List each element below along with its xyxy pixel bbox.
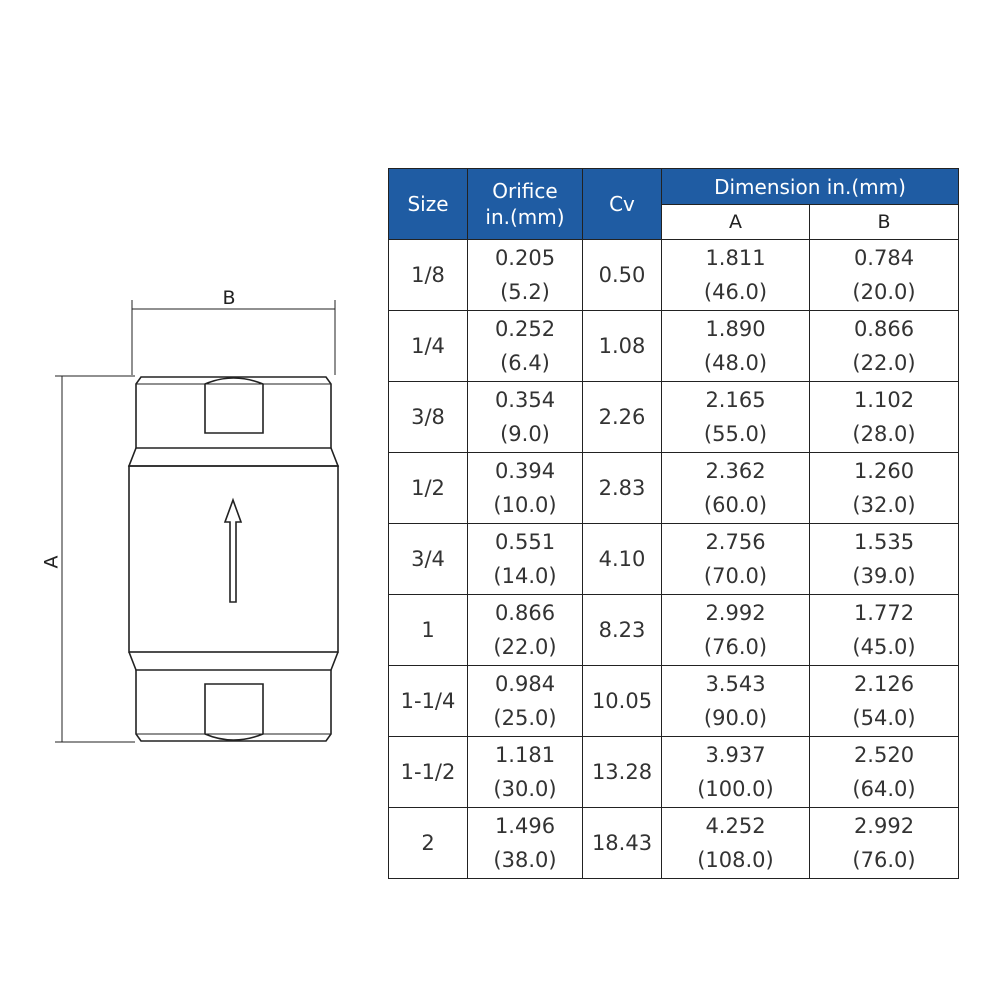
table-row: [389, 737, 959, 808]
orifice-mm-value: (38.0): [493, 848, 557, 872]
header-cv: Cv: [583, 169, 662, 240]
dimension-b-mm-value: (22.0): [852, 351, 916, 375]
dimension-a-inch-value: 3.543: [705, 672, 766, 696]
dimension-b-mm-value: (45.0): [852, 635, 916, 659]
orifice-cell: [468, 666, 583, 737]
dimension-b-mm-value: (20.0): [852, 280, 916, 304]
dimension-b-mm-value: (28.0): [852, 422, 916, 446]
dimension-b-cell: [810, 453, 959, 524]
dimension-a-mm-value: (60.0): [703, 493, 768, 517]
dimension-b-inch-value: 1.102: [853, 388, 915, 412]
orifice-inch-value: 0.354: [494, 388, 556, 412]
dimension-a-mm-value: (70.0): [703, 564, 768, 588]
dimension-b-inch-value: 1.535: [853, 530, 915, 554]
dimension-a-inch-value: 4.252: [705, 814, 766, 838]
orifice-cell: [468, 808, 583, 879]
dimension-a-cell: [662, 382, 810, 453]
orifice-inch-value: 0.866: [494, 601, 556, 625]
dimension-a-cell: [662, 737, 810, 808]
size-cell: 3/4: [389, 524, 468, 595]
dimension-a-cell: [662, 240, 810, 311]
orifice-mm-value: (14.0): [493, 564, 557, 588]
orifice-mm-value: (30.0): [493, 777, 557, 801]
dimension-a-inch-value: 3.937: [705, 743, 766, 767]
orifice-cell: [468, 240, 583, 311]
orifice-cell: [468, 595, 583, 666]
cv-cell: 8.23: [583, 595, 662, 666]
check-valve-drawing: [0, 0, 380, 1000]
size-cell: 1/2: [389, 453, 468, 524]
dimension-a-mm-value: (48.0): [703, 351, 768, 375]
orifice-cell: [468, 737, 583, 808]
dimension-b-inch-value: 0.866: [853, 317, 915, 341]
orifice-inch-value: 0.551: [494, 530, 556, 554]
dimension-b-mm-value: (54.0): [852, 706, 916, 730]
dimension-a-cell: [662, 524, 810, 595]
valve-bottom-hex: [136, 670, 331, 741]
table-row: [389, 524, 959, 595]
dimension-b-cell: [810, 737, 959, 808]
spec-table: [388, 168, 959, 879]
valve-bottom-port: [205, 684, 263, 740]
dimension-a-inch-value: 2.362: [705, 459, 766, 483]
orifice-inch-value: 0.984: [494, 672, 556, 696]
table-row: [389, 666, 959, 737]
a-label: A: [40, 555, 63, 569]
dimension-a-mm-value: (76.0): [703, 635, 768, 659]
dimension-b-inch-value: 2.520: [853, 743, 915, 767]
orifice-inch-value: 0.205: [494, 246, 556, 270]
dimension-b-cell: [810, 240, 959, 311]
cv-cell: 2.83: [583, 453, 662, 524]
orifice-cell: [468, 382, 583, 453]
dimension-b-mm-value: (39.0): [852, 564, 916, 588]
dimension-a-inch-value: 2.165: [705, 388, 766, 412]
table-header: [389, 169, 959, 240]
orifice-mm-value: (22.0): [493, 635, 557, 659]
orifice-mm-value: (10.0): [493, 493, 557, 517]
size-cell: 3/8: [389, 382, 468, 453]
dimension-b-cell: [810, 666, 959, 737]
header-orifice: [468, 169, 583, 240]
dimension-b-cell: [810, 808, 959, 879]
dimension-b-cell: [810, 595, 959, 666]
dimension-a-mm-value: (46.0): [703, 280, 768, 304]
orifice-inch-value: 1.181: [494, 743, 556, 767]
valve-neck-bottom: [129, 652, 338, 670]
orifice-inch-value: 1.496: [494, 814, 556, 838]
size-cell: 1/8: [389, 240, 468, 311]
orifice-mm-value: (6.4): [500, 351, 550, 375]
size-cell: 1: [389, 595, 468, 666]
header-orifice-line1: Orifice: [492, 179, 558, 203]
orifice-cell: [468, 524, 583, 595]
size-cell: 1-1/2: [389, 737, 468, 808]
dimension-a-mm-value: (100.0): [697, 777, 774, 801]
dimension-a-cell: [662, 311, 810, 382]
header-size: Size: [389, 169, 468, 240]
header-dim-a: A: [662, 205, 810, 240]
dimension-b-cell: [810, 382, 959, 453]
dimension-b-inch-value: 2.992: [853, 814, 915, 838]
cv-cell: 2.26: [583, 382, 662, 453]
dimension-a-inch-value: 1.890: [705, 317, 766, 341]
dimension-b-cell: [810, 311, 959, 382]
dimension-a-cell: [662, 595, 810, 666]
table-row: [389, 808, 959, 879]
dimension-a-cell: [662, 453, 810, 524]
dimension-b-inch-value: 2.126: [853, 672, 915, 696]
flow-arrow-icon: [225, 500, 241, 602]
dimension-a-mm-value: (55.0): [703, 422, 768, 446]
orifice-mm-value: (25.0): [493, 706, 557, 730]
orifice-mm-value: (9.0): [500, 422, 550, 446]
cv-cell: 10.05: [583, 666, 662, 737]
size-cell: 2: [389, 808, 468, 879]
orifice-cell: [468, 453, 583, 524]
valve-neck-top: [129, 448, 338, 466]
dimension-a-inch-value: 2.756: [705, 530, 766, 554]
dimension-b-inch-value: 0.784: [853, 246, 915, 270]
header-dimension: Dimension in.(mm): [662, 169, 959, 205]
orifice-inch-value: 0.252: [494, 317, 556, 341]
cv-cell: 1.08: [583, 311, 662, 382]
size-cell: 1/4: [389, 311, 468, 382]
size-cell: 1-1/4: [389, 666, 468, 737]
dimension-b-inch-value: 1.260: [853, 459, 915, 483]
dimension-a-cell: [662, 808, 810, 879]
table-body: [389, 240, 959, 879]
dimension-a-mm-value: (108.0): [697, 848, 774, 872]
dimension-b-inch-value: 1.772: [853, 601, 915, 625]
table-row: [389, 240, 959, 311]
header-orifice-line2: in.(mm): [485, 205, 565, 229]
dimension-a-mm-value: (90.0): [703, 706, 768, 730]
cv-cell: 0.50: [583, 240, 662, 311]
dimension-b-mm-value: (76.0): [852, 848, 916, 872]
dimension-b-mm-value: (64.0): [852, 777, 916, 801]
valve-body: [129, 466, 338, 652]
header-dim-b: B: [810, 205, 959, 240]
dimension-a-inch-value: 2.992: [705, 601, 766, 625]
valve-top-port: [205, 378, 263, 433]
cv-cell: 18.43: [583, 808, 662, 879]
table-row: [389, 595, 959, 666]
dimension-a-inch-value: 1.811: [705, 246, 766, 270]
cv-cell: 13.28: [583, 737, 662, 808]
valve-top-hex: [136, 377, 331, 448]
dimension-b-mm-value: (32.0): [852, 493, 916, 517]
table-row: [389, 453, 959, 524]
cv-cell: 4.10: [583, 524, 662, 595]
orifice-mm-value: (5.2): [500, 280, 550, 304]
orifice-cell: [468, 311, 583, 382]
dimension-a-cell: [662, 666, 810, 737]
dimension-b-cell: [810, 524, 959, 595]
b-label: B: [222, 287, 236, 309]
table-row: [389, 311, 959, 382]
table-row: [389, 382, 959, 453]
orifice-inch-value: 0.394: [494, 459, 556, 483]
